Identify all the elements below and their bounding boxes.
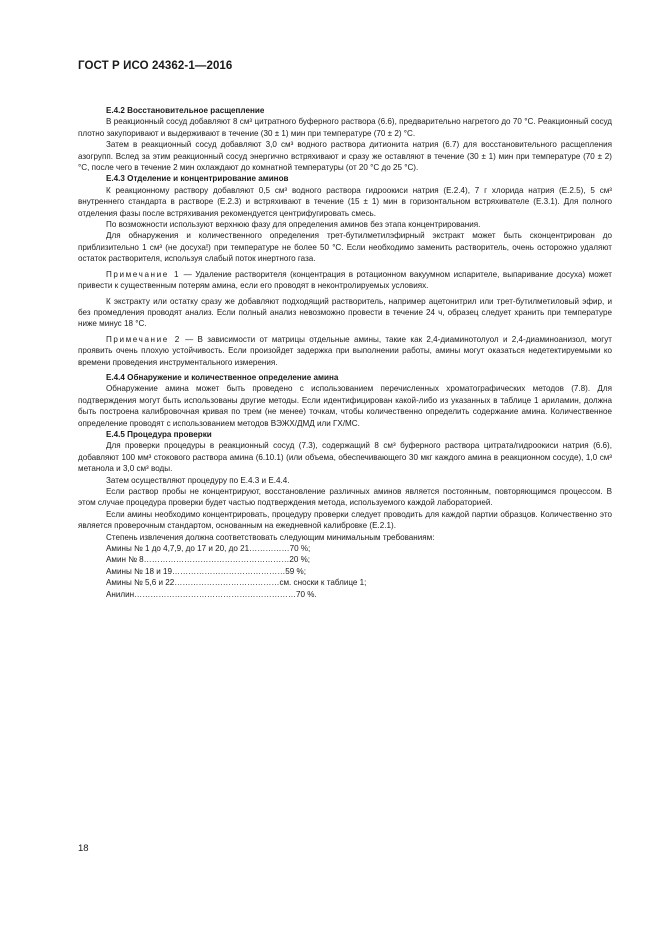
list-item: Амины № 1 до 4,7,9, до 17 и 20, до 21……………70 %; <box>106 544 311 554</box>
list-item: Амин № 8………………………………………………20 %; <box>106 555 311 565</box>
page-header: ГОСТ Р ИСО 24362-1—2016 <box>78 60 233 72</box>
list-item: Анилин……………………………………………………70 %. <box>106 589 317 599</box>
section-heading: Е.4.2 Восстановительное расщепление <box>106 106 265 115</box>
section-heading: Е.4.3 Отделение и концентрирование аминов <box>106 174 289 184</box>
paragraph: Если раствор пробы не концентрируют, восстановление различных аминов является постоянным, повторяющимся процессом. В этом случае процедура проверки будет частью подтверждения метода, используемого каждой лабораторией. <box>78 487 612 508</box>
note-label: Примечание 1 <box>106 269 181 279</box>
note-text: — В зависимости от матрицы отдельные амины, такие как 2,4-диаминотолуол и 2,4-диаминоанизол, могут проявить очень плохую устойчивость. Если произойдет задержка при выполнении работы, амины могут оказаться недетектируемыми ко времени проведения инструментального измерения. <box>78 334 612 367</box>
paragraph: К экстракту или остатку сразу же добавляют подходящий растворитель, например ацетонитрил или трет-бутилметиловый эфир, и без промедления проводят анализ. Если полный анализ невозможно провести в течение 24 ч, образец следует хранить при температуре ниже минус 18 °С. <box>78 296 612 329</box>
paragraph: Для обнаружения и количественного определения трет-бутилметилэфирный экстракт может быть сконцентрирован до приблизительно 1 см³ (не досуха!) при температуре не более 50 °С. Если необходимо заменить растворитель, очень осторожно удаляют остаток растворителя, используя слабый поток инертного газа. <box>78 231 612 264</box>
list-item: Амины № 5,6 и 22…………………………………см. сноски к таблице 1; <box>106 578 367 588</box>
paragraph: Для проверки процедуры в реакционный сосуд (7.3), содержащий 8 см³ буферного раствора цитрата/гидроокиси натрия (6.6), добавляют 100 мм³ стокового раствора амина (6.10.1) (или объема, обеспечивающего 30 мкг каждого амина в реакционном сосуде), 1,0 см³ метанола и 3,0 см³ воды. <box>78 441 612 474</box>
note-text: — Удаление растворителя (концентрация в ротационном вакуумном испарителе, выпаривание досуха) может привести к существенным потерям амина, если его проводят в неконтролируемых условиях. <box>78 269 612 291</box>
paragraph: Степень извлечения должна соответствовать следующим минимальным требованиям: <box>106 532 435 542</box>
paragraph: Обнаружение амина может быть проведено с использованием перечисленных хроматографических методов (7.8). Для подтверждения могут быть использованы другие методы. Если идентифицирован какой-либо из указанных в таблице 1 ариламин, должна быть построена калибровочная кривая по трем (не менее) точкам, чтобы количественно определить содержание амина. Количественное определение проводят с использованием методов ВЭЖХ/ДМД или ГХ/МС. <box>78 384 612 428</box>
paragraph: Затем в реакционный сосуд добавляют 3,0 см³ водного раствора дитионита натрия (6.7) для восстановительного расщепления азогрупп. Вслед за этим реакционный сосуд энергично встряхивают и сразу же оставляют в течение (30 ± 1) мин при температуре (70 ± 2) °С, после чего в течение 2 мин охлаждают до комнатной температуры (от 20 °С до 25 °С). <box>78 140 612 173</box>
paragraph: В реакционный сосуд добавляют 8 см³ цитратного буферного раствора (6.6), предварительно нагретого до 70 °С. Реакционный сосуд плотно закупоривают и выдерживают в течение (30 ± 1) мин при температуре (70 ± 2) °С. <box>78 117 612 138</box>
document-body <box>78 105 612 600</box>
note-1 <box>78 269 612 292</box>
section-heading: Е.4.4 Обнаружение и количественное определение амина <box>106 372 339 382</box>
paragraph: К реакционному раствору добавляют 0,5 см³ водного раствора гидроокиси натрия (Е.2.4), 7 г хлорида натрия (Е.2.5), 5 см³ внутреннего стандарта в растворе (Е.2.3) и встряхивают в течение (15 ± 1) мин в горизонтальном встряхивателе (Е.3.1). Для полного отделения фазы после встряхивания рекомендуется центрифугировать смесь. <box>78 185 612 218</box>
note-label: Примечание 2 <box>106 334 181 344</box>
section-heading: Е.4.5 Процедура проверки <box>106 429 212 439</box>
paragraph: Затем осуществляют процедуру по Е.4.3 и Е.4.4. <box>106 475 290 485</box>
list-item: Амины № 18 и 19……………………………………59 %; <box>106 566 306 576</box>
page-number: 18 <box>78 843 89 854</box>
paragraph: Если амины необходимо концентрировать, процедуру проверки следует проводить для каждой партии образцов. Количественно это является проверочным стандартом, основанным на ежедневной калибровке (Е.2.1). <box>78 509 612 531</box>
note-2 <box>78 334 612 368</box>
paragraph: По возможности используют верхнюю фазу для определения аминов без этапа концентрирования. <box>106 220 481 230</box>
